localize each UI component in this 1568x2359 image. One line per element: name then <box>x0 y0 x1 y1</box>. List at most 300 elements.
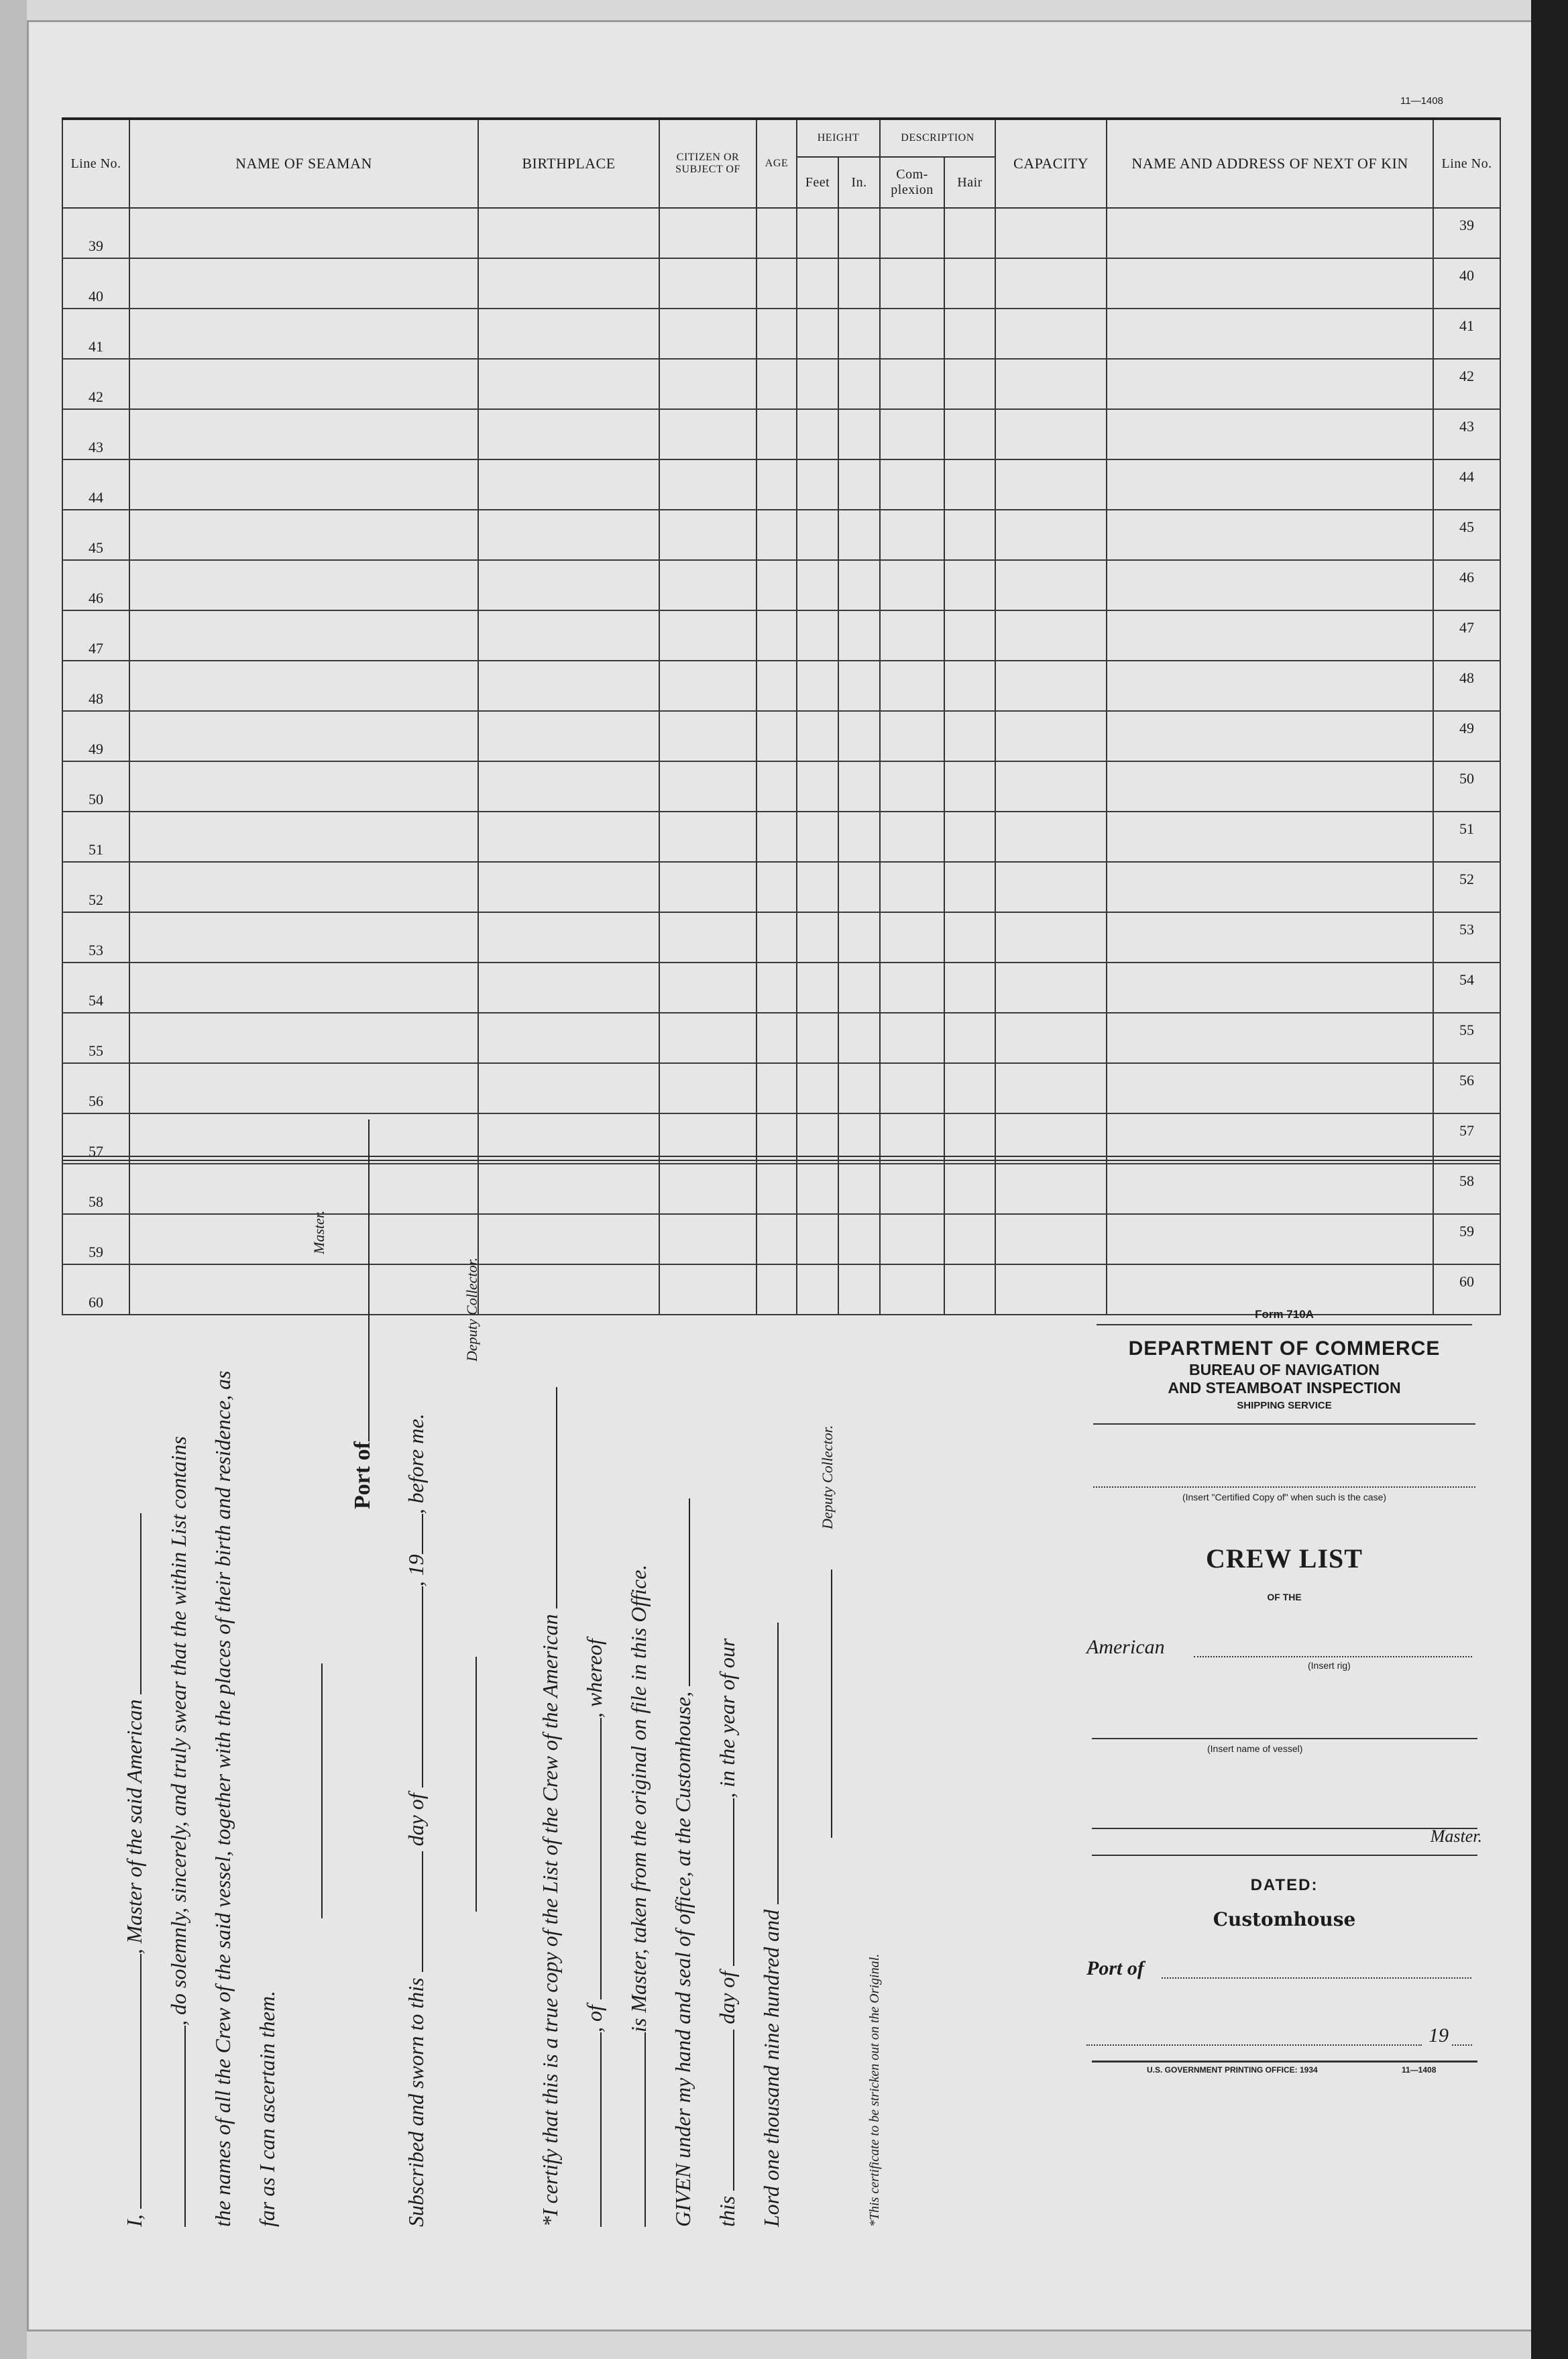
table-cell[interactable] <box>1107 912 1433 963</box>
table-cell[interactable] <box>478 812 659 862</box>
given-line-2: this day of , in the year of our <box>715 1638 739 2227</box>
line-number-left: 46 <box>62 560 129 610</box>
table-cell[interactable] <box>478 208 659 258</box>
table-cell[interactable] <box>1107 1264 1433 1315</box>
table-cell[interactable] <box>659 812 757 862</box>
oath-line-4: far as I can ascertain them. <box>255 1991 279 2227</box>
table-cell[interactable] <box>838 862 880 912</box>
table-cell[interactable] <box>880 812 944 862</box>
line-number-right: 55 <box>1433 1013 1500 1063</box>
table-cell[interactable] <box>944 309 995 359</box>
table-cell[interactable] <box>944 912 995 963</box>
table-cell[interactable] <box>944 1063 995 1113</box>
table-cell[interactable] <box>1107 862 1433 912</box>
table-cell[interactable] <box>880 409 944 459</box>
table-cell[interactable] <box>995 510 1107 560</box>
table-cell[interactable] <box>478 1164 659 1214</box>
table-cell[interactable] <box>838 409 880 459</box>
year-blank[interactable] <box>1452 2044 1472 2046</box>
table-cell[interactable] <box>880 560 944 610</box>
table-cell[interactable] <box>880 912 944 963</box>
table-cell[interactable] <box>757 862 797 912</box>
table-cell[interactable] <box>659 309 757 359</box>
table-cell[interactable] <box>478 912 659 963</box>
table-cell[interactable] <box>797 661 838 711</box>
table-cell[interactable] <box>880 711 944 761</box>
table-cell[interactable] <box>757 258 797 309</box>
bureau-line-2: AND STEAMBOAT INSPECTION <box>1168 1379 1401 1397</box>
certify-name-blank[interactable] <box>583 2032 602 2227</box>
table-cell[interactable] <box>797 208 838 258</box>
table-cell[interactable] <box>478 711 659 761</box>
table-cell[interactable] <box>1107 1214 1433 1264</box>
table-cell[interactable] <box>1107 359 1433 409</box>
deputy-signature-line-1[interactable] <box>458 1657 477 1912</box>
table-cell[interactable] <box>944 661 995 711</box>
table-row <box>62 359 1500 409</box>
table-row <box>62 1164 1500 1214</box>
table-cell[interactable] <box>757 761 797 812</box>
line-number-right: 52 <box>1433 862 1500 912</box>
table-cell[interactable] <box>659 711 757 761</box>
line-number-left: 55 <box>62 1013 129 1063</box>
table-cell[interactable] <box>797 912 838 963</box>
table-cell[interactable] <box>838 208 880 258</box>
table-cell[interactable] <box>944 409 995 459</box>
table-cell[interactable] <box>129 963 478 1013</box>
table-cell[interactable] <box>880 963 944 1013</box>
table-cell[interactable] <box>659 661 757 711</box>
table-cell[interactable] <box>880 510 944 560</box>
insert-certified-note: (Insert "Certified Copy of" when such is the case) <box>1182 1491 1387 1502</box>
table-cell[interactable] <box>478 1013 659 1063</box>
given-year-blank[interactable] <box>760 1623 779 1904</box>
line-number-left: 44 <box>62 459 129 510</box>
table-cell[interactable] <box>1107 761 1433 812</box>
table-cell[interactable] <box>995 258 1107 309</box>
table-cell[interactable] <box>797 510 838 560</box>
table-cell[interactable] <box>1107 812 1433 862</box>
table-cell[interactable] <box>838 812 880 862</box>
table-cell[interactable] <box>478 258 659 309</box>
table-cell[interactable] <box>659 459 757 510</box>
table-cell[interactable] <box>995 812 1107 862</box>
table-cell[interactable] <box>797 963 838 1013</box>
table-cell[interactable] <box>880 1063 944 1113</box>
table-cell[interactable] <box>757 409 797 459</box>
docket-rule-top <box>1097 1324 1472 1325</box>
table-cell[interactable] <box>944 610 995 661</box>
line-number-right: 57 <box>1433 1113 1500 1164</box>
table-cell[interactable] <box>659 912 757 963</box>
oath-certificate-block <box>121 1210 1093 2227</box>
line-number-left: 43 <box>62 409 129 459</box>
docket-rule-bottom <box>1092 2061 1477 2063</box>
table-cell[interactable] <box>944 1164 995 1214</box>
given-month-blank[interactable] <box>716 1798 734 1966</box>
line-number-right: 41 <box>1433 309 1500 359</box>
table-cell[interactable] <box>838 1013 880 1063</box>
table-cell[interactable] <box>129 510 478 560</box>
table-cell[interactable] <box>757 459 797 510</box>
table-cell[interactable] <box>880 459 944 510</box>
table-cell[interactable] <box>880 1013 944 1063</box>
line-number-right: 43 <box>1433 409 1500 459</box>
header-line-no-right: Line No. <box>1433 119 1500 208</box>
table-cell[interactable] <box>478 359 659 409</box>
header-citizen: CITIZEN OR SUBJECT OF <box>659 119 757 208</box>
table-cell[interactable] <box>880 661 944 711</box>
line-number-left: 54 <box>62 963 129 1013</box>
table-cell[interactable] <box>797 711 838 761</box>
table-cell[interactable] <box>944 510 995 560</box>
port-of-heading: Port of <box>349 1119 378 1509</box>
table-cell[interactable] <box>478 510 659 560</box>
table-cell[interactable] <box>659 1013 757 1063</box>
table-cell[interactable] <box>757 812 797 862</box>
line-number-right: 44 <box>1433 459 1500 510</box>
table-cell[interactable] <box>944 862 995 912</box>
table-cell[interactable] <box>757 560 797 610</box>
table-cell[interactable] <box>995 1164 1107 1214</box>
table-cell[interactable] <box>797 610 838 661</box>
table-cell[interactable] <box>129 610 478 661</box>
port-of-blank[interactable] <box>1162 1977 1471 1979</box>
line-number-right: 47 <box>1433 610 1500 661</box>
table-row <box>62 862 1500 912</box>
table-cell[interactable] <box>797 459 838 510</box>
line-number-left: 39 <box>62 208 129 258</box>
line-number-right: 40 <box>1433 258 1500 309</box>
table-cell[interactable] <box>838 761 880 812</box>
table-cell[interactable] <box>478 560 659 610</box>
table-cell[interactable] <box>757 510 797 560</box>
table-cell[interactable] <box>757 309 797 359</box>
line-number-right: 45 <box>1433 510 1500 560</box>
table-row <box>62 409 1500 459</box>
table-cell[interactable] <box>995 459 1107 510</box>
subscribed-day-blank[interactable] <box>404 1851 423 1972</box>
table-cell[interactable] <box>838 1164 880 1214</box>
table-cell[interactable] <box>797 409 838 459</box>
line-number-left: 60 <box>62 1264 129 1315</box>
table-cell[interactable] <box>995 661 1107 711</box>
table-cell[interactable] <box>995 912 1107 963</box>
table-cell[interactable] <box>478 661 659 711</box>
header-inches: In. <box>838 157 880 208</box>
table-cell[interactable] <box>1107 459 1433 510</box>
line-number-left: 58 <box>62 1164 129 1214</box>
table-cell[interactable] <box>995 1063 1107 1113</box>
table-cell[interactable] <box>757 1063 797 1113</box>
table-cell[interactable] <box>1107 1013 1433 1063</box>
table-cell[interactable] <box>880 1164 944 1214</box>
table-cell[interactable] <box>478 1063 659 1113</box>
table-cell[interactable] <box>944 812 995 862</box>
table-cell[interactable] <box>129 258 478 309</box>
insert-name-note: (Insert name of vessel) <box>1207 1743 1303 1754</box>
rig-blank[interactable] <box>1194 1656 1472 1657</box>
header-feet: Feet <box>797 157 838 208</box>
table-cell[interactable] <box>1107 1063 1433 1113</box>
table-cell[interactable] <box>880 862 944 912</box>
table-cell[interactable] <box>838 258 880 309</box>
table-cell[interactable] <box>797 812 838 862</box>
table-cell[interactable] <box>995 208 1107 258</box>
gpo-imprint: U.S. GOVERNMENT PRINTING OFFICE: 1934 11—1408 <box>1147 2065 1437 2075</box>
table-cell[interactable] <box>478 862 659 912</box>
certified-copy-line[interactable] <box>1093 1486 1475 1488</box>
line-number-left: 52 <box>62 862 129 912</box>
table-cell[interactable] <box>880 359 944 409</box>
department-of-commerce: DEPARTMENT OF COMMERCE <box>1128 1337 1441 1360</box>
certify-master-blank[interactable] <box>627 2032 646 2227</box>
table-cell[interactable] <box>757 711 797 761</box>
year-label: 19 <box>1429 2024 1449 2046</box>
table-cell[interactable] <box>129 812 478 862</box>
table-cell[interactable] <box>944 359 995 409</box>
table-cell[interactable] <box>995 711 1107 761</box>
table-cell[interactable] <box>995 761 1107 812</box>
table-cell[interactable] <box>995 409 1107 459</box>
table-cell[interactable] <box>659 510 757 560</box>
table-cell[interactable] <box>880 309 944 359</box>
port-blank[interactable] <box>351 1119 370 1441</box>
table-cell[interactable] <box>129 208 478 258</box>
table-row <box>62 761 1500 812</box>
table-cell[interactable] <box>129 862 478 912</box>
table-cell[interactable] <box>797 1164 838 1214</box>
shipping-service: SHIPPING SERVICE <box>1237 1399 1332 1411</box>
header-capacity: CAPACITY <box>995 119 1107 208</box>
table-cell[interactable] <box>659 862 757 912</box>
line-number-left: 56 <box>62 1063 129 1113</box>
scan-right-edge <box>1531 0 1568 2359</box>
date-blank[interactable] <box>1086 2044 1422 2046</box>
table-cell[interactable] <box>129 1164 478 1214</box>
table-cell[interactable] <box>944 1013 995 1063</box>
table-cell[interactable] <box>838 459 880 510</box>
table-row <box>62 510 1500 560</box>
given-customhouse-blank[interactable] <box>671 1498 690 1686</box>
customhouse-label: Customhouse <box>1213 1908 1356 1930</box>
table-cell[interactable] <box>995 862 1107 912</box>
table-cell[interactable] <box>659 359 757 409</box>
table-cell[interactable] <box>838 359 880 409</box>
form-710a: Form 710A <box>1255 1308 1314 1321</box>
table-cell[interactable] <box>129 1063 478 1113</box>
table-cell[interactable] <box>1107 258 1433 309</box>
crew-list-title: CREW LIST <box>1206 1543 1363 1574</box>
table-cell[interactable] <box>129 711 478 761</box>
table-cell[interactable] <box>944 459 995 510</box>
vessel-name-blank[interactable] <box>167 2026 186 2227</box>
table-cell[interactable] <box>838 912 880 963</box>
crew-list-docket <box>1086 1308 1482 2077</box>
scan-left-edge <box>0 0 27 2359</box>
line-number-right: 48 <box>1433 661 1500 711</box>
master-label: Master. <box>311 1210 327 1254</box>
date-year-field <box>1086 2024 1482 2051</box>
table-cell[interactable] <box>129 359 478 409</box>
table-cell[interactable] <box>659 409 757 459</box>
header-birthplace: BIRTHPLACE <box>478 119 659 208</box>
table-cell[interactable] <box>838 560 880 610</box>
table-cell[interactable] <box>478 610 659 661</box>
table-cell[interactable] <box>129 912 478 963</box>
line-number-right: 54 <box>1433 963 1500 1013</box>
table-cell[interactable] <box>478 409 659 459</box>
table-cell[interactable] <box>129 1013 478 1063</box>
table-cell[interactable] <box>757 912 797 963</box>
subscribed-year-blank[interactable] <box>404 1514 423 1554</box>
table-cell[interactable] <box>659 610 757 661</box>
table-cell[interactable] <box>797 862 838 912</box>
table-cell[interactable] <box>995 1013 1107 1063</box>
table-cell[interactable] <box>478 309 659 359</box>
table-cell[interactable] <box>478 761 659 812</box>
table-cell[interactable] <box>1107 309 1433 359</box>
table-cell[interactable] <box>880 610 944 661</box>
table-cell[interactable] <box>1107 409 1433 459</box>
certificate-footnote: *This certificate to be stricken out on the Original. <box>867 1953 882 2227</box>
table-cell[interactable] <box>995 560 1107 610</box>
table-cell[interactable] <box>659 560 757 610</box>
table-cell[interactable] <box>838 610 880 661</box>
table-cell[interactable] <box>944 963 995 1013</box>
table-cell[interactable] <box>129 309 478 359</box>
certify-of-blank[interactable] <box>583 1718 602 1999</box>
table-cell[interactable] <box>995 309 1107 359</box>
line-number-right: 50 <box>1433 761 1500 812</box>
table-row <box>62 560 1500 610</box>
certify-line-3: is Master, taken from the original on file in this Office. <box>625 1565 652 2227</box>
line-number-right: 56 <box>1433 1063 1500 1113</box>
table-cell[interactable] <box>838 510 880 560</box>
form-number-top: 11—1408 <box>1400 95 1443 107</box>
table-cell[interactable] <box>129 409 478 459</box>
vessel-type-blank[interactable] <box>123 1513 142 1694</box>
table-cell[interactable] <box>944 560 995 610</box>
line-number-left: 59 <box>62 1214 129 1264</box>
table-cell[interactable] <box>659 963 757 1013</box>
table-cell[interactable] <box>757 661 797 711</box>
table-cell[interactable] <box>478 459 659 510</box>
table-cell[interactable] <box>1107 510 1433 560</box>
table-cell[interactable] <box>757 1164 797 1214</box>
table-cell[interactable] <box>880 258 944 309</box>
deputy-signature-line-2[interactable] <box>814 1570 832 1838</box>
table-cell[interactable] <box>757 359 797 409</box>
table-cell[interactable] <box>944 258 995 309</box>
given-day-blank[interactable] <box>716 2030 734 2191</box>
table-row <box>62 1063 1500 1113</box>
table-cell[interactable] <box>757 610 797 661</box>
table-cell[interactable] <box>129 661 478 711</box>
table-cell[interactable] <box>659 1063 757 1113</box>
docket-rule-3 <box>1092 1855 1477 1856</box>
table-cell[interactable] <box>838 711 880 761</box>
line-number-left: 57 <box>62 1113 129 1164</box>
table-cell[interactable] <box>797 1013 838 1063</box>
table-cell[interactable] <box>838 661 880 711</box>
table-cell[interactable] <box>797 560 838 610</box>
table-cell[interactable] <box>1107 963 1433 1013</box>
header-height: HEIGHT <box>797 119 880 157</box>
table-cell[interactable] <box>1107 208 1433 258</box>
table-cell[interactable] <box>757 963 797 1013</box>
table-row <box>62 208 1500 258</box>
line-number-right: 58 <box>1433 1164 1500 1214</box>
american-rig-field: American <box>1086 1636 1482 1663</box>
table-cell[interactable] <box>797 309 838 359</box>
bureau-line-1: BUREAU OF NAVIGATION <box>1188 1361 1380 1378</box>
table-cell[interactable] <box>757 208 797 258</box>
table-cell[interactable] <box>797 258 838 309</box>
line-number-left: 42 <box>62 359 129 409</box>
master-signature-line[interactable] <box>304 1663 323 1918</box>
vessel-name-line[interactable] <box>1092 1738 1477 1739</box>
table-cell[interactable] <box>1107 1164 1433 1214</box>
table-cell[interactable] <box>880 761 944 812</box>
table-cell[interactable] <box>995 963 1107 1013</box>
table-cell[interactable] <box>944 711 995 761</box>
table-cell[interactable] <box>478 963 659 1013</box>
certify-vessel-blank[interactable] <box>539 1387 557 1608</box>
table-cell[interactable] <box>797 1063 838 1113</box>
line-number-left: 40 <box>62 258 129 309</box>
table-cell[interactable] <box>129 761 478 812</box>
deputy-collector-label-1: Deputy Collector. <box>463 1257 480 1362</box>
table-cell[interactable] <box>880 208 944 258</box>
table-cell[interactable] <box>659 1164 757 1214</box>
table-cell[interactable] <box>129 459 478 510</box>
table-cell[interactable] <box>797 359 838 409</box>
table-cell[interactable] <box>1107 711 1433 761</box>
header-age: AGE <box>757 119 797 208</box>
table-cell[interactable] <box>1107 610 1433 661</box>
table-cell[interactable] <box>995 610 1107 661</box>
table-cell[interactable] <box>659 208 757 258</box>
table-cell[interactable] <box>659 258 757 309</box>
table-cell[interactable] <box>797 761 838 812</box>
master-label-cover: Master. <box>1430 1826 1482 1846</box>
table-row <box>62 963 1500 1013</box>
table-cell[interactable] <box>129 560 478 610</box>
master-name-blank[interactable] <box>123 1954 142 2209</box>
table-cell[interactable] <box>1107 661 1433 711</box>
line-number-right: 49 <box>1433 711 1500 761</box>
table-cell[interactable] <box>838 963 880 1013</box>
line-number-right: 39 <box>1433 208 1500 258</box>
table-cell[interactable] <box>757 1013 797 1063</box>
table-cell[interactable] <box>838 309 880 359</box>
table-cell[interactable] <box>1107 560 1433 610</box>
subscribed-month-blank[interactable] <box>404 1586 423 1788</box>
line-number-right: 51 <box>1433 812 1500 862</box>
table-cell[interactable] <box>838 1063 880 1113</box>
certify-line: *I certify that this is a true copy of the List of the Crew of the American <box>537 1387 563 2227</box>
given-line-3: Lord one thousand nine hundred and <box>758 1623 785 2227</box>
line-number-left: 41 <box>62 309 129 359</box>
table-cell[interactable] <box>659 761 757 812</box>
insert-rig-note: (Insert rig) <box>1308 1659 1351 1671</box>
table-cell[interactable] <box>995 359 1107 409</box>
docket-rule-2 <box>1093 1423 1475 1425</box>
line-number-left: 45 <box>62 510 129 560</box>
table-cell[interactable] <box>944 761 995 812</box>
table-cell[interactable] <box>944 208 995 258</box>
